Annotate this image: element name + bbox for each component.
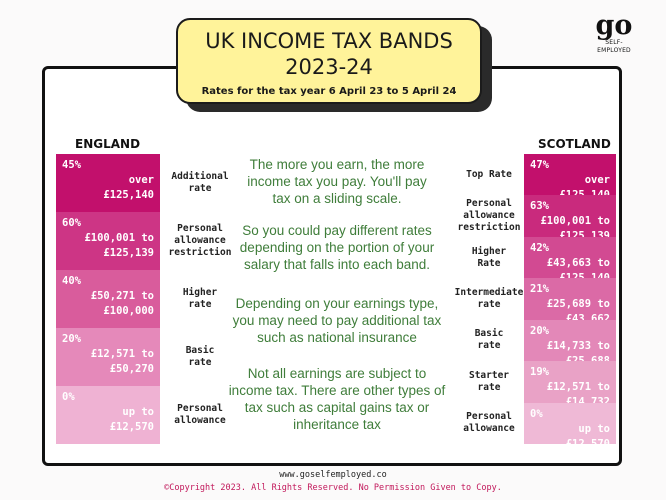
info-line: such as national insurance: [257, 330, 417, 345]
band-amount-line1: over: [128, 174, 154, 186]
band-amount-line1: £12,571 to: [546, 381, 610, 394]
england-band-2: [56, 270, 160, 328]
band-label-line: rate: [477, 299, 501, 310]
scotland-label-4: [452, 328, 526, 352]
info-line: salary that falls into each band.: [243, 257, 431, 272]
band-rate: 63%: [530, 200, 549, 213]
band-amount-line1: £43,663 to: [546, 256, 610, 269]
info-line: Depending on your earnings type,: [235, 296, 439, 311]
band-rate: 0%: [62, 391, 75, 403]
england-band-4: [56, 386, 160, 444]
band-label-line: Personal: [466, 411, 512, 423]
logo-text-line1: SELF-: [605, 39, 623, 46]
band-amount-line1: £25,689 to: [546, 298, 610, 311]
band-rate: 60%: [62, 217, 81, 229]
band-amount-line1: £100,001 to: [540, 215, 610, 228]
band-label-line: Basic: [474, 328, 504, 340]
scotland-band-labels: [452, 154, 526, 444]
band-label-line: Higher: [182, 287, 218, 298]
band-label-line: rate: [477, 340, 501, 352]
info-line: inheritance tax: [293, 417, 381, 432]
band-label-line: allowance: [463, 210, 515, 222]
scotland-bands: [524, 154, 616, 450]
england-bands: [56, 154, 160, 444]
info-line: tax on a sliding scale.: [272, 191, 402, 206]
band-rate: 40%: [62, 275, 81, 287]
band-label-line: rate: [188, 299, 212, 310]
scotland-band-2: [524, 237, 616, 278]
footer-website[interactable]: www.goselfemployed.co: [279, 470, 387, 480]
band-label-line: restriction: [168, 247, 232, 258]
band-label-line: allowance: [174, 235, 226, 246]
page-title-line1: UK INCOME TAX BANDS: [205, 29, 453, 53]
band-amount: [110, 405, 154, 435]
scotland-label-5: [452, 370, 526, 394]
band-amount-line2: £100,000: [103, 305, 154, 317]
scotland-band-4: [524, 320, 616, 361]
band-amount-line1: up to: [122, 406, 154, 418]
info-paragraph-3: [220, 295, 454, 346]
england-title: ENGLAND: [75, 137, 141, 151]
band-label-line: Starter: [468, 369, 510, 381]
scotland-label-1: [452, 198, 526, 234]
logo-mark: go: [595, 10, 633, 41]
band-amount: [103, 173, 154, 203]
england-band-1: [56, 212, 160, 270]
band-amount-line2: £12,570: [109, 421, 154, 433]
info-paragraph-1: [226, 156, 448, 207]
band-rate: 20%: [62, 333, 81, 345]
band-label-line: allowance: [463, 423, 515, 435]
band-label-line: Basic: [185, 345, 215, 356]
band-label-line: Intermediate: [454, 287, 524, 298]
info-line: income tax you pay. You'll pay: [247, 174, 427, 189]
england-band-0: [56, 154, 160, 212]
scotland-label-3: [452, 287, 526, 311]
scotland-band-6: [524, 403, 616, 450]
info-paragraph-4: [220, 365, 454, 433]
band-label-line: Personal: [466, 198, 512, 210]
page-title-line2: 2023-24: [285, 55, 373, 79]
band-label-line: Top Rate: [466, 168, 512, 180]
band-rate: 20%: [530, 324, 549, 337]
scotland-label-6: [452, 411, 526, 435]
title-box: [176, 18, 482, 104]
band-amount-line2: £125,140: [103, 189, 154, 201]
band-amount: [91, 347, 154, 377]
info-line: you may need to pay additional tax: [232, 313, 442, 328]
band-label-line: restriction: [457, 222, 521, 234]
scotland-label-2: [452, 246, 526, 270]
scotland-label-0: [452, 169, 526, 181]
scotland-title: SCOTLAND: [538, 137, 611, 151]
go-self-employed-logo: [589, 10, 639, 54]
page-subtitle: Rates for the tax year 6 April 23 to 5 April 24: [201, 86, 457, 97]
band-amount: [566, 422, 610, 452]
band-label-line: Personal: [177, 223, 223, 234]
info-line: depending on the portion of your: [239, 240, 435, 255]
band-amount-line1: £14,733 to: [546, 339, 610, 352]
band-label-line: allowance: [174, 415, 226, 426]
england-band-3: [56, 328, 160, 386]
info-paragraph-2: [226, 222, 448, 273]
band-rate: 42%: [530, 241, 549, 254]
band-label-line: rate: [188, 183, 212, 194]
footer-copyright: ©Copyright 2023. All Rights Reserved. No Permission Given to Copy.: [164, 483, 502, 493]
band-amount-line1: £50,271 to: [90, 290, 154, 302]
band-rate: 19%: [530, 366, 549, 379]
scotland-band-3: [524, 278, 616, 319]
band-rate: 0%: [530, 407, 543, 420]
band-amount-line1: £100,001 to: [84, 232, 154, 244]
band-amount-line1: up to: [578, 422, 610, 435]
scotland-band-5: [524, 361, 616, 402]
scotland-band-0: [524, 154, 616, 195]
band-amount-line2: £125,139: [103, 247, 154, 259]
band-amount: [91, 289, 154, 319]
band-label-line: rate: [188, 357, 212, 368]
band-label-line: rate: [477, 381, 501, 393]
info-line: tax such as capital gains tax or: [244, 400, 430, 415]
band-amount-line1: £12,571 to: [90, 348, 154, 360]
scotland-band-1: [524, 195, 616, 236]
band-amount: [84, 231, 154, 261]
band-label-line: Rate: [477, 257, 501, 269]
info-line: The more you earn, the more: [249, 157, 425, 172]
band-rate: 45%: [62, 159, 81, 171]
band-rate: 21%: [530, 283, 549, 296]
info-line: Not all earnings are subject to: [247, 366, 427, 381]
band-label-line: Higher: [471, 245, 507, 257]
band-amount-line2: £12,570: [565, 437, 610, 450]
info-line: income tax. There are other types of: [228, 383, 446, 398]
band-label-line: Personal: [177, 403, 223, 414]
band-amount-line2: £50,270: [109, 363, 154, 375]
band-rate: 47%: [530, 159, 549, 171]
band-amount-line1: over: [584, 174, 610, 186]
band-label-line: Additional: [171, 171, 229, 182]
info-line: So you could pay different rates: [242, 223, 432, 238]
logo-text-line2: EMPLOYED: [597, 47, 631, 54]
